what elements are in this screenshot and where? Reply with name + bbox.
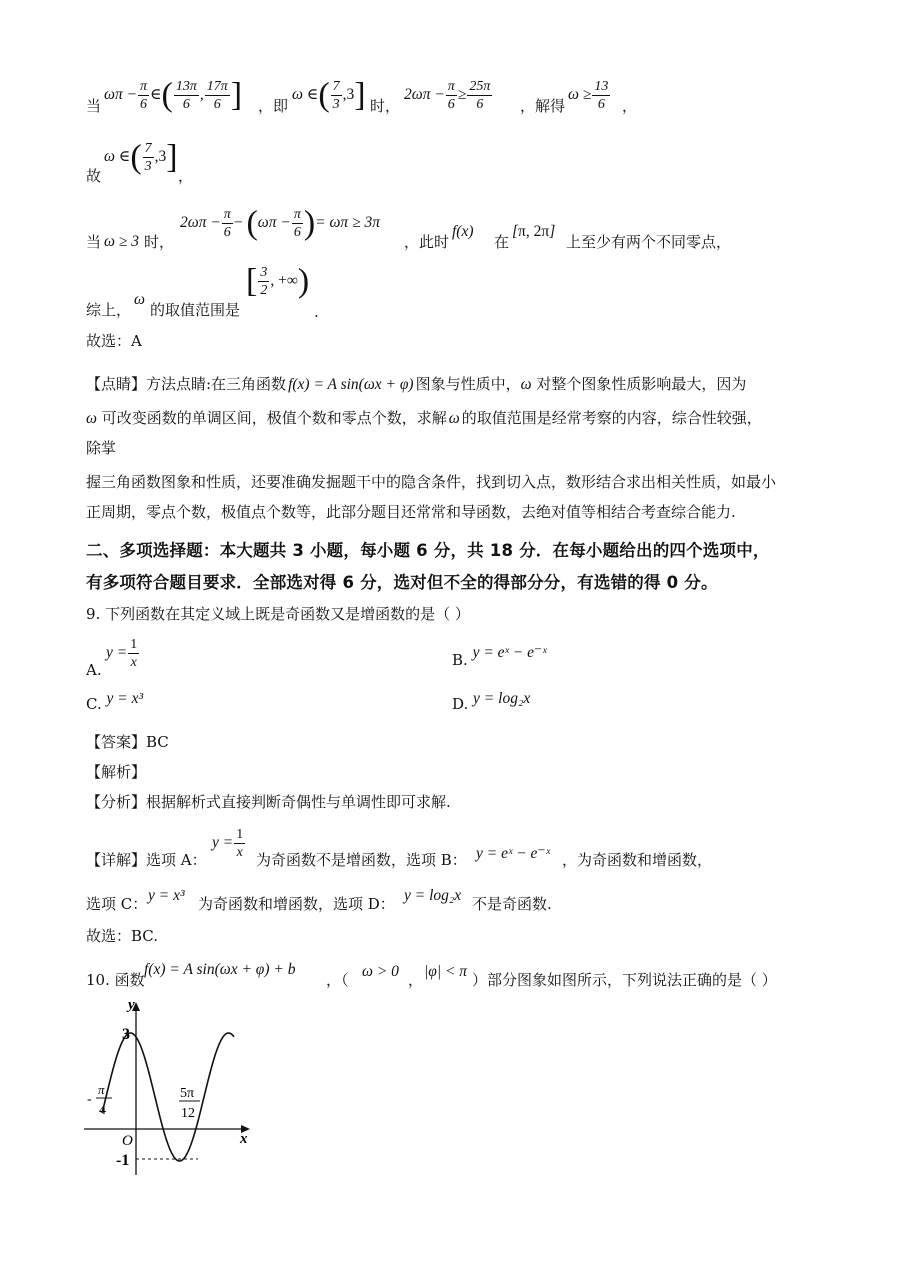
function-graph — [84, 995, 264, 1180]
dianjing-line-4: 握三角函数图象和性质，还要准确发掘题干中的隐含条件，找到切入点，数形结合求出相关性质，如最小 — [86, 473, 777, 491]
math-inequality: 2ωπ − $\frac{\pi}{6}$ ≥ $\frac{25\pi}{6}$ — [404, 79, 491, 112]
math-result-range: [ $\frac{3}{2}$ , +∞) — [246, 262, 310, 300]
answer-a-line: 故选：A — [86, 332, 142, 350]
right-zero-den: 12 — [181, 1106, 195, 1121]
min-label: -1 — [116, 1152, 130, 1169]
dianjing-line-5: 正周期，零点个数，极值点个数等，此部分题目还常常和导函数，去绝对值等相结合考查综合能力. — [86, 503, 736, 521]
x-axis-label: x — [240, 1131, 248, 1147]
section-heading-line-1: 二、多项选择题：本大题共 3 小题，每小题 6 分，共 18 分．在每小题给出的四个选项中， — [86, 541, 770, 560]
q9-guxuan: 故选：BC. — [86, 927, 159, 945]
math-omega-range: ω ∈( $\frac{7}{3}$ ,3] — [104, 138, 178, 176]
right-zero-num: 5π — [180, 1086, 195, 1101]
origin-label: O — [122, 1133, 133, 1149]
q9-answer: 【答案】BC — [86, 733, 169, 751]
q9-stem: 9. 下列函数在其定义域上既是奇函数又是增函数的是（ ） — [86, 605, 470, 623]
max-label: 3 — [122, 1026, 130, 1043]
q9-option-c: C. y = x³ — [86, 690, 144, 713]
dianjing-line-1: 【点睛】方法点睛:在三角函数 f(x) = A sin(ωx + φ) 图象与性质中，ω 对整个图象性质影响最大，因为 — [86, 375, 747, 393]
left-zero-den: 4 — [99, 1103, 106, 1118]
left-zero-sign: - — [87, 1092, 92, 1107]
left-zero-num: π — [98, 1082, 105, 1097]
section-heading-line-2: 有多项符合题目要求．全部选对得 6 分，选对但不全的得部分分，有选错的得 0 分。 — [86, 573, 718, 592]
q9-option-d: D. y = log₂x — [452, 690, 531, 713]
q9-option-b: B. y = eˣ − e⁻ˣ — [452, 644, 547, 669]
q9-jiexi: 【解析】 — [86, 763, 147, 781]
dianjing-line-2: ω 可改变函数的单调区间，极值个数和零点个数，求解 ω 的取值范围是经常考察的内容，综合性较强， — [86, 409, 762, 427]
math-omega-interval: ω ∈( $\frac{7}{3}$ ,3] — [292, 76, 366, 114]
math-interval-pi-2pi: [π, 2π] — [512, 223, 556, 240]
q9-fenxi: 【分析】根据解析式直接判断奇偶性与单调性即可求解. — [86, 793, 451, 811]
math-difference: 2ωπ − $\frac{\pi}{6}$ − (ωπ − $\frac{\pi}{6}$ )= ωπ ≥ 3π — [180, 204, 380, 242]
math-omega-pi-minus: ωπ − $\frac{\pi}{6}$ ∈( $\frac{13\pi}{6}$ , $\frac{17\pi}{6}$ ] — [104, 76, 243, 114]
y-axis-label: y — [128, 997, 135, 1013]
dianjing-line-3: 除掌 — [86, 439, 117, 457]
math-omega-ge: ω ≥ $\frac{13}{6}$ — [568, 79, 609, 112]
